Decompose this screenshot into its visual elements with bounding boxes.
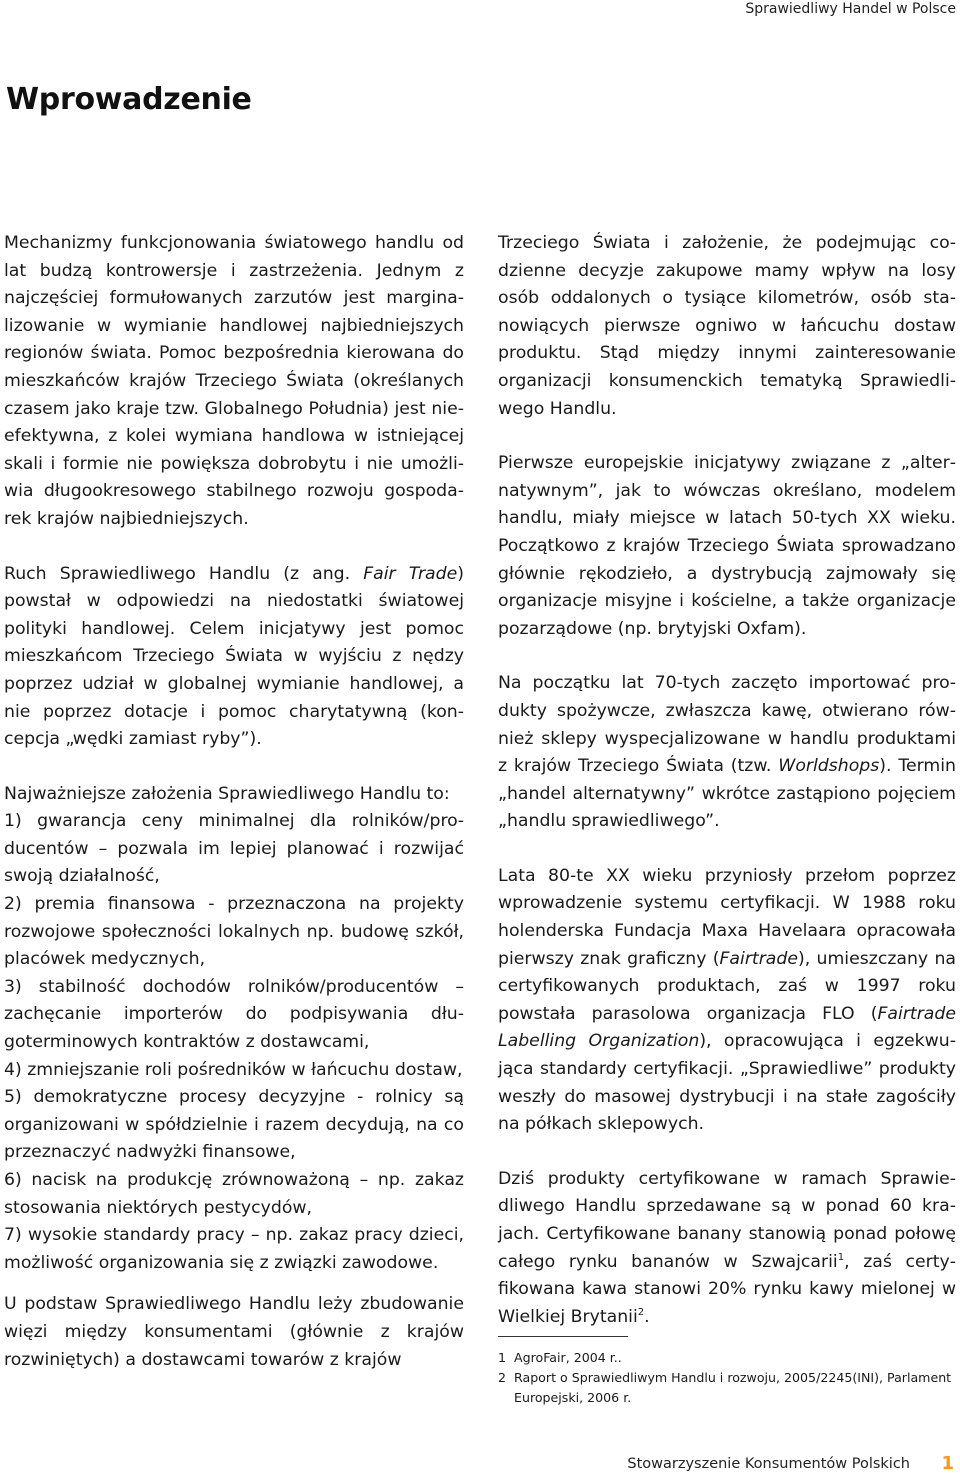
today-paragraph (498, 1166, 956, 1332)
worldshops-term: Worldshops (778, 756, 880, 777)
foundations-continued-paragraph: Trzeciego Świata i założenie, że podejmując codzienne decyzje zakupowe mamy wpływ na losy osób oddalonych o tysiące kilometrów, osób stanowiących pierwsze ogniwo w łańcuchu dostaw produktu. Stąd między innymi zainteresowanie organizacji konsumenckich tematyką Sprawiedliwego Handlu. (498, 233, 956, 419)
seventies-text-a: Na początku lat 70-tych zaczęto importować produkty spożywcze, zwłaszcza kawę, otwierano również sklepy wyspecjalizowane w handlu produktami z krajów Trzeciego Świata (tzw. (498, 673, 956, 777)
footnotes (498, 1348, 956, 1408)
page-number: 1 (941, 1453, 954, 1474)
today-text-b: , zaś certyfikowana kawa stanowi 20% rynku kawy mielonej w Wielkiej Brytanii (498, 1251, 956, 1327)
footnote-divider (498, 1336, 628, 1337)
list-item: 2) premia finansowa - przeznaczona na projekty rozwojowe społeczności lokalnych np. budowę szkół, placówek medycznych, (4, 894, 464, 970)
list-item: 5) demokratyczne procesy decyzyjne - rolnicy są organizowani w spółdzielnie i razem decydują, na co przeznaczyć nadwyżki finansowe, (4, 1087, 464, 1163)
running-header-title: Sprawiedliwy Handel w Polsce (745, 1, 956, 17)
footnote-text: Raport o Sprawiedliwym Handlu i rozwoju, 2005/2245(INI), Parlament Europejski, 2006 r. (514, 1370, 952, 1405)
principles-list (4, 808, 464, 1277)
footer-organization: Stowarzyszenie Konsumentów Polskich (627, 1456, 910, 1472)
seventies-text-b: ). Termin „handel alternatywny” wkrótce zastąpiono pojęciem „handlu sprawiedliwego”. (498, 756, 956, 832)
certification-text-b: ), umieszczany na certyfikowanych produktach, zaś w 1997 roku powstała parasolowa organizacja FLO ( (498, 948, 956, 1024)
fair-trade-text-a: Ruch Sprawiedliwego Handlu (z ang. (4, 563, 364, 584)
certification-text-c: ), opracowująca i egzekwująca standardy certyfikacji. „Sprawiedliwe” produkty weszły do masowej dystrybucji i na stałe zagościły na półkach sklepowych. (498, 1031, 956, 1135)
early-initiatives-paragraph: Pierwsze europejskie inicjatywy związane z „alternatywnym”, jak to wówczas określano, modelem handlu, miały miejsce w latach 50-tych XX wieku. Początkowo z krajów Trzeciego Świata sprowadzano głównie rękodzieło, a dystrybucją zajmowały się organizacje misyjne i kościelne, a także organizacje pozarządowe (np. brytyjski Oxfam). (498, 453, 956, 639)
footnote (498, 1348, 956, 1368)
list-item: 3) stabilność dochodów rolników/producentów – zachęcanie importerów do podpisywania długoterminowych kontraktów z dostawcami, (4, 976, 464, 1053)
intro-paragraph: Mechanizmy funkcjonowania światowego handlu od lat budzą kontrowersje i zastrzeżenia. Jednym z najczęściej formułowanych zarzutów jest marginalizowanie w wymianie handlowej najbiedniejszych regionów świata. Pomoc bezpośrednia kierowana do mieszkańców krajów Trzeciego Świata (określanych czasem jako kraje tzw. Globalnego Południa) jest nieefektywna, z kolei wymiana handlowa w istniejącej skali i formie nie powiększa dobrobytu i nie umożliwia długookresowego stabilnego rozwoju gospodarek krajów najbiedniejszych. (4, 233, 464, 529)
list-item: 6) nacisk na produkcję zrównoważoną – np. zakaz stosowania niektórych pestycydów, (4, 1170, 464, 1218)
footnote (498, 1368, 956, 1408)
footnote-number: 1 (498, 1350, 507, 1365)
foundations-paragraph: U podstaw Sprawiedliwego Handlu leży zbudowanie więzi między konsumentami (głównie z krajów rozwiniętych) a dostawcami towarów z krajów (4, 1294, 464, 1370)
fairtrade-term: Fairtrade (719, 948, 798, 969)
list-item: 7) wysokie standardy pracy – np. zakaz pracy dzieci, możliwość organizowania się z związki zawodowe. (4, 1225, 464, 1273)
certification-paragraph (498, 863, 956, 1139)
fair-trade-paragraph (4, 561, 464, 754)
today-text-a: Dziś produkty certyfikowane w ramach Sprawiedliwego Handlu sprzedawane są w ponad 60 krajach. Certyfikowane banany stanowią ponad połowę całego rynku bananów w Szwajcarii (498, 1168, 956, 1272)
page-title: Wprowadzenie (6, 82, 252, 117)
list-item: 4) zmniejszanie roli pośredników w łańcuchu dostaw, (4, 1059, 463, 1080)
flo-term: Fairtrade Labelling Organization (498, 1003, 956, 1052)
footnote-ref-2: 2 (637, 1306, 645, 1318)
footnote-number: 2 (498, 1370, 507, 1385)
footnote-ref-1: 1 (837, 1251, 845, 1263)
seventies-paragraph (498, 670, 956, 836)
certification-text-a: Lata 80-te XX wieku przyniosły przełom poprzez wprowadzenie systemu certyfikacji. W 1988 roku holenderska Fundacja Maxa Havelaara opracowała pierwszy znak graficzny ( (498, 865, 956, 969)
fair-trade-text-b: ) powstał w odpowiedzi na niedostatki światowej polityki handlowej. Celem inicjatywy jest pomoc mieszkańcom Trzeciego Świata w wyjściu z nędzy poprzez udział w globalnej wymianie handlowej, a nie poprzez dotacje i pomoc charytatywną (koncepcja „wędki zamiast ryby”). (4, 563, 464, 750)
left-column (4, 230, 464, 1401)
fair-trade-term: Fair Trade (363, 563, 458, 584)
footnote-text: AgroFair, 2004 r.. (514, 1350, 622, 1365)
principles-intro: Najważniejsze założenia Sprawiedliwego Handlu to: (4, 783, 450, 804)
running-header (0, 0, 960, 20)
right-column (498, 230, 956, 1358)
page-footer (0, 1452, 960, 1476)
today-text-c: . (644, 1306, 650, 1327)
list-item: 1) gwarancja ceny minimalnej dla rolników/producentów – pozwala im lepiej planować i rozwijać swoją działalność, (4, 811, 464, 887)
